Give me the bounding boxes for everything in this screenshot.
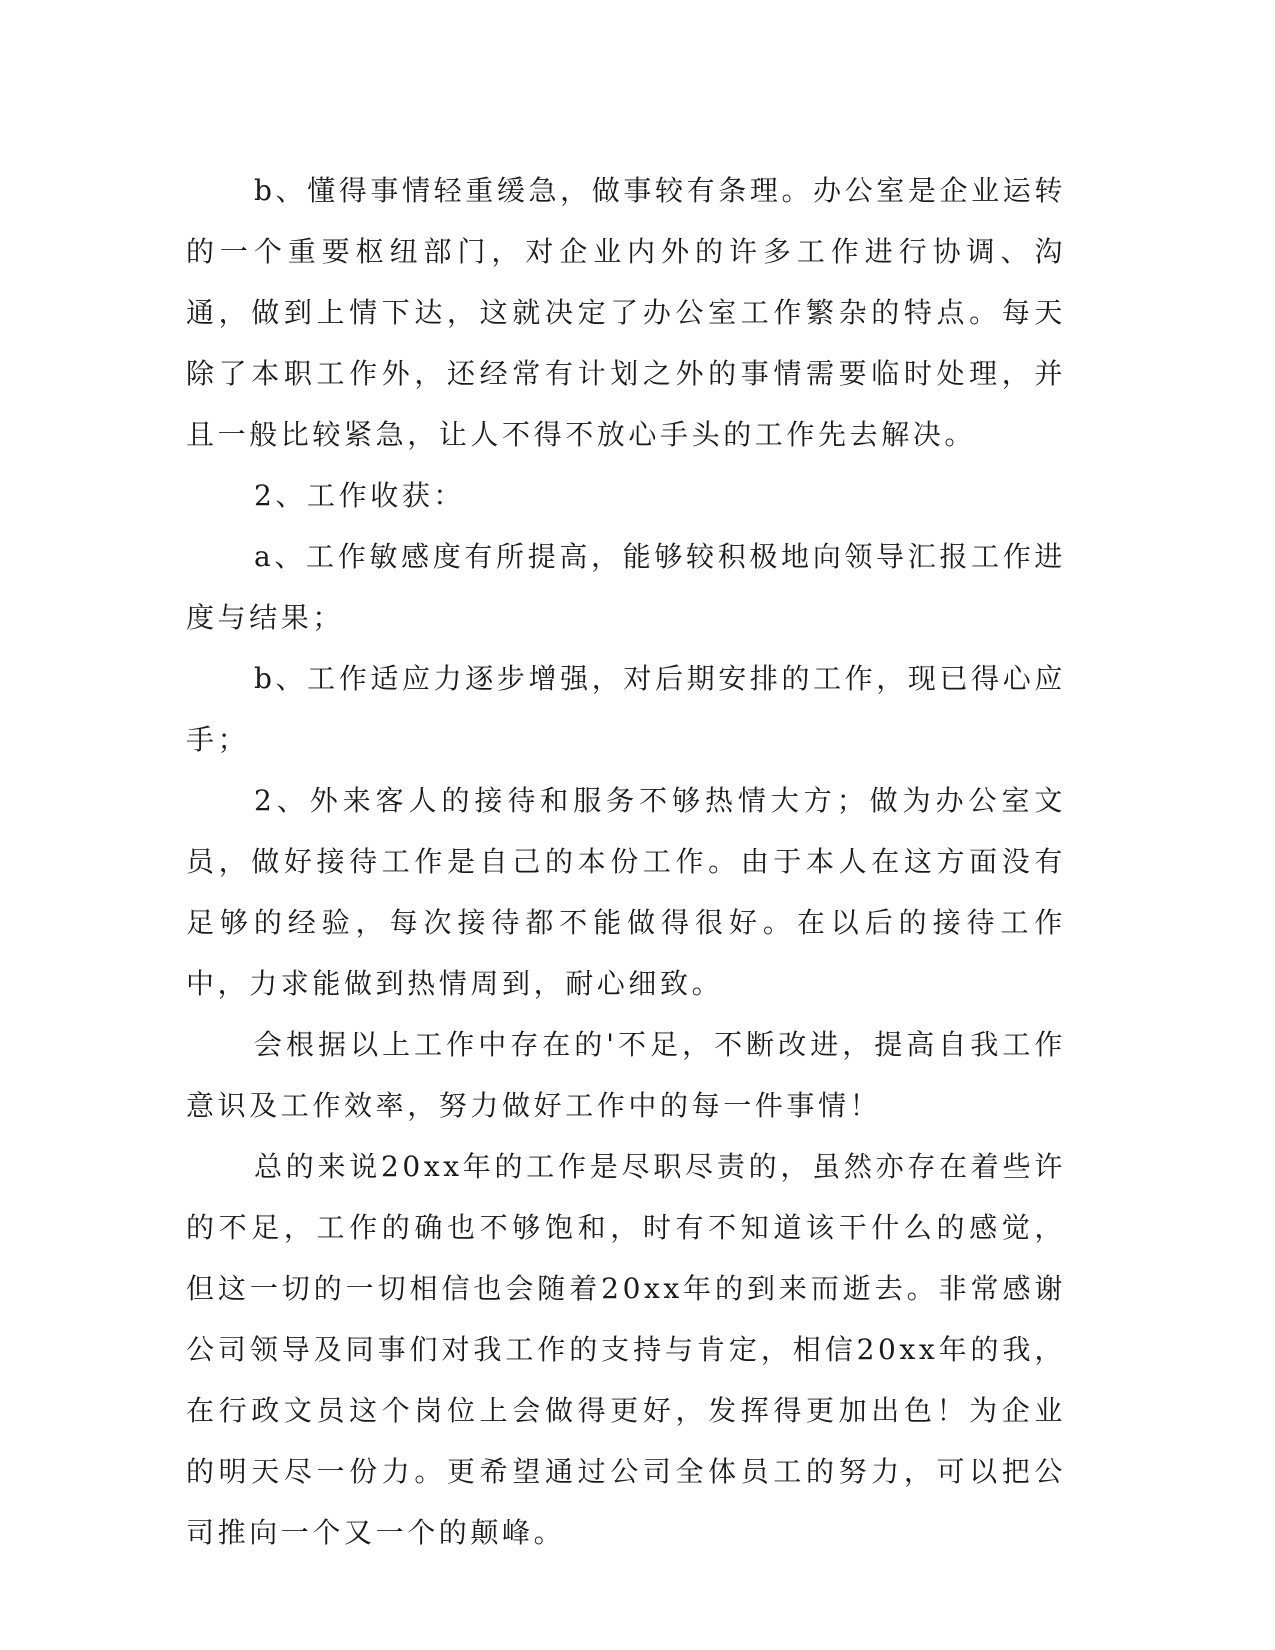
document-body xyxy=(186,160,1066,1563)
paragraph-work-gains-heading: 2、工作收获： xyxy=(254,479,466,512)
paragraph-work-sensitivity: a、工作敏感度有所提高，能够较积极地向领导汇报工作进度与结果； xyxy=(186,540,1066,634)
paragraph-work-priorities: b、懂得事情轻重缓急，做事较有条理。办公室是企业运转的一个重要枢纽部门，对企业内外的许多工作进行协调、沟通，做到上情下达，这就决定了办公室工作繁杂的特点。每天除了本职工作外，还经常有计划之外的事情需要临时处理，并且一般比较紧急，让人不得不放心手头的工作先去解决。 xyxy=(186,174,1066,451)
paragraph-summary: 总的来说20xx年的工作是尽职尽责的，虽然亦存在着些许的不足，工作的确也不够饱和，时有不知道该干什么的感觉，但这一切的一切相信也会随着20xx年的到来而逝去。非常感谢公司领导及同事们对我工作的支持与肯定，相信20xx年的我，在行政文员这个岗位上会做得更好，发挥得更加出色！为企业的明天尽一份力。更希望通过公司全体员工的努力，可以把公司推向一个又一个的颠峰。 xyxy=(186,1150,1066,1549)
paragraph-improvement: 会根据以上工作中存在的'不足，不断改进，提高自我工作意识及工作效率，努力做好工作中的每一件事情！ xyxy=(186,1028,1066,1122)
paragraph-guest-reception: 2、外来客人的接待和服务不够热情大方；做为办公室文员，做好接待工作是自己的本份工作。由于本人在这方面没有足够的经验，每次接待都不能做得很好。在以后的接待工作中，力求能做到热情周到，耐心细致。 xyxy=(186,784,1066,1000)
paragraph-work-adaptability: b、工作适应力逐步增强，对后期安排的工作，现已得心应手； xyxy=(186,662,1066,756)
